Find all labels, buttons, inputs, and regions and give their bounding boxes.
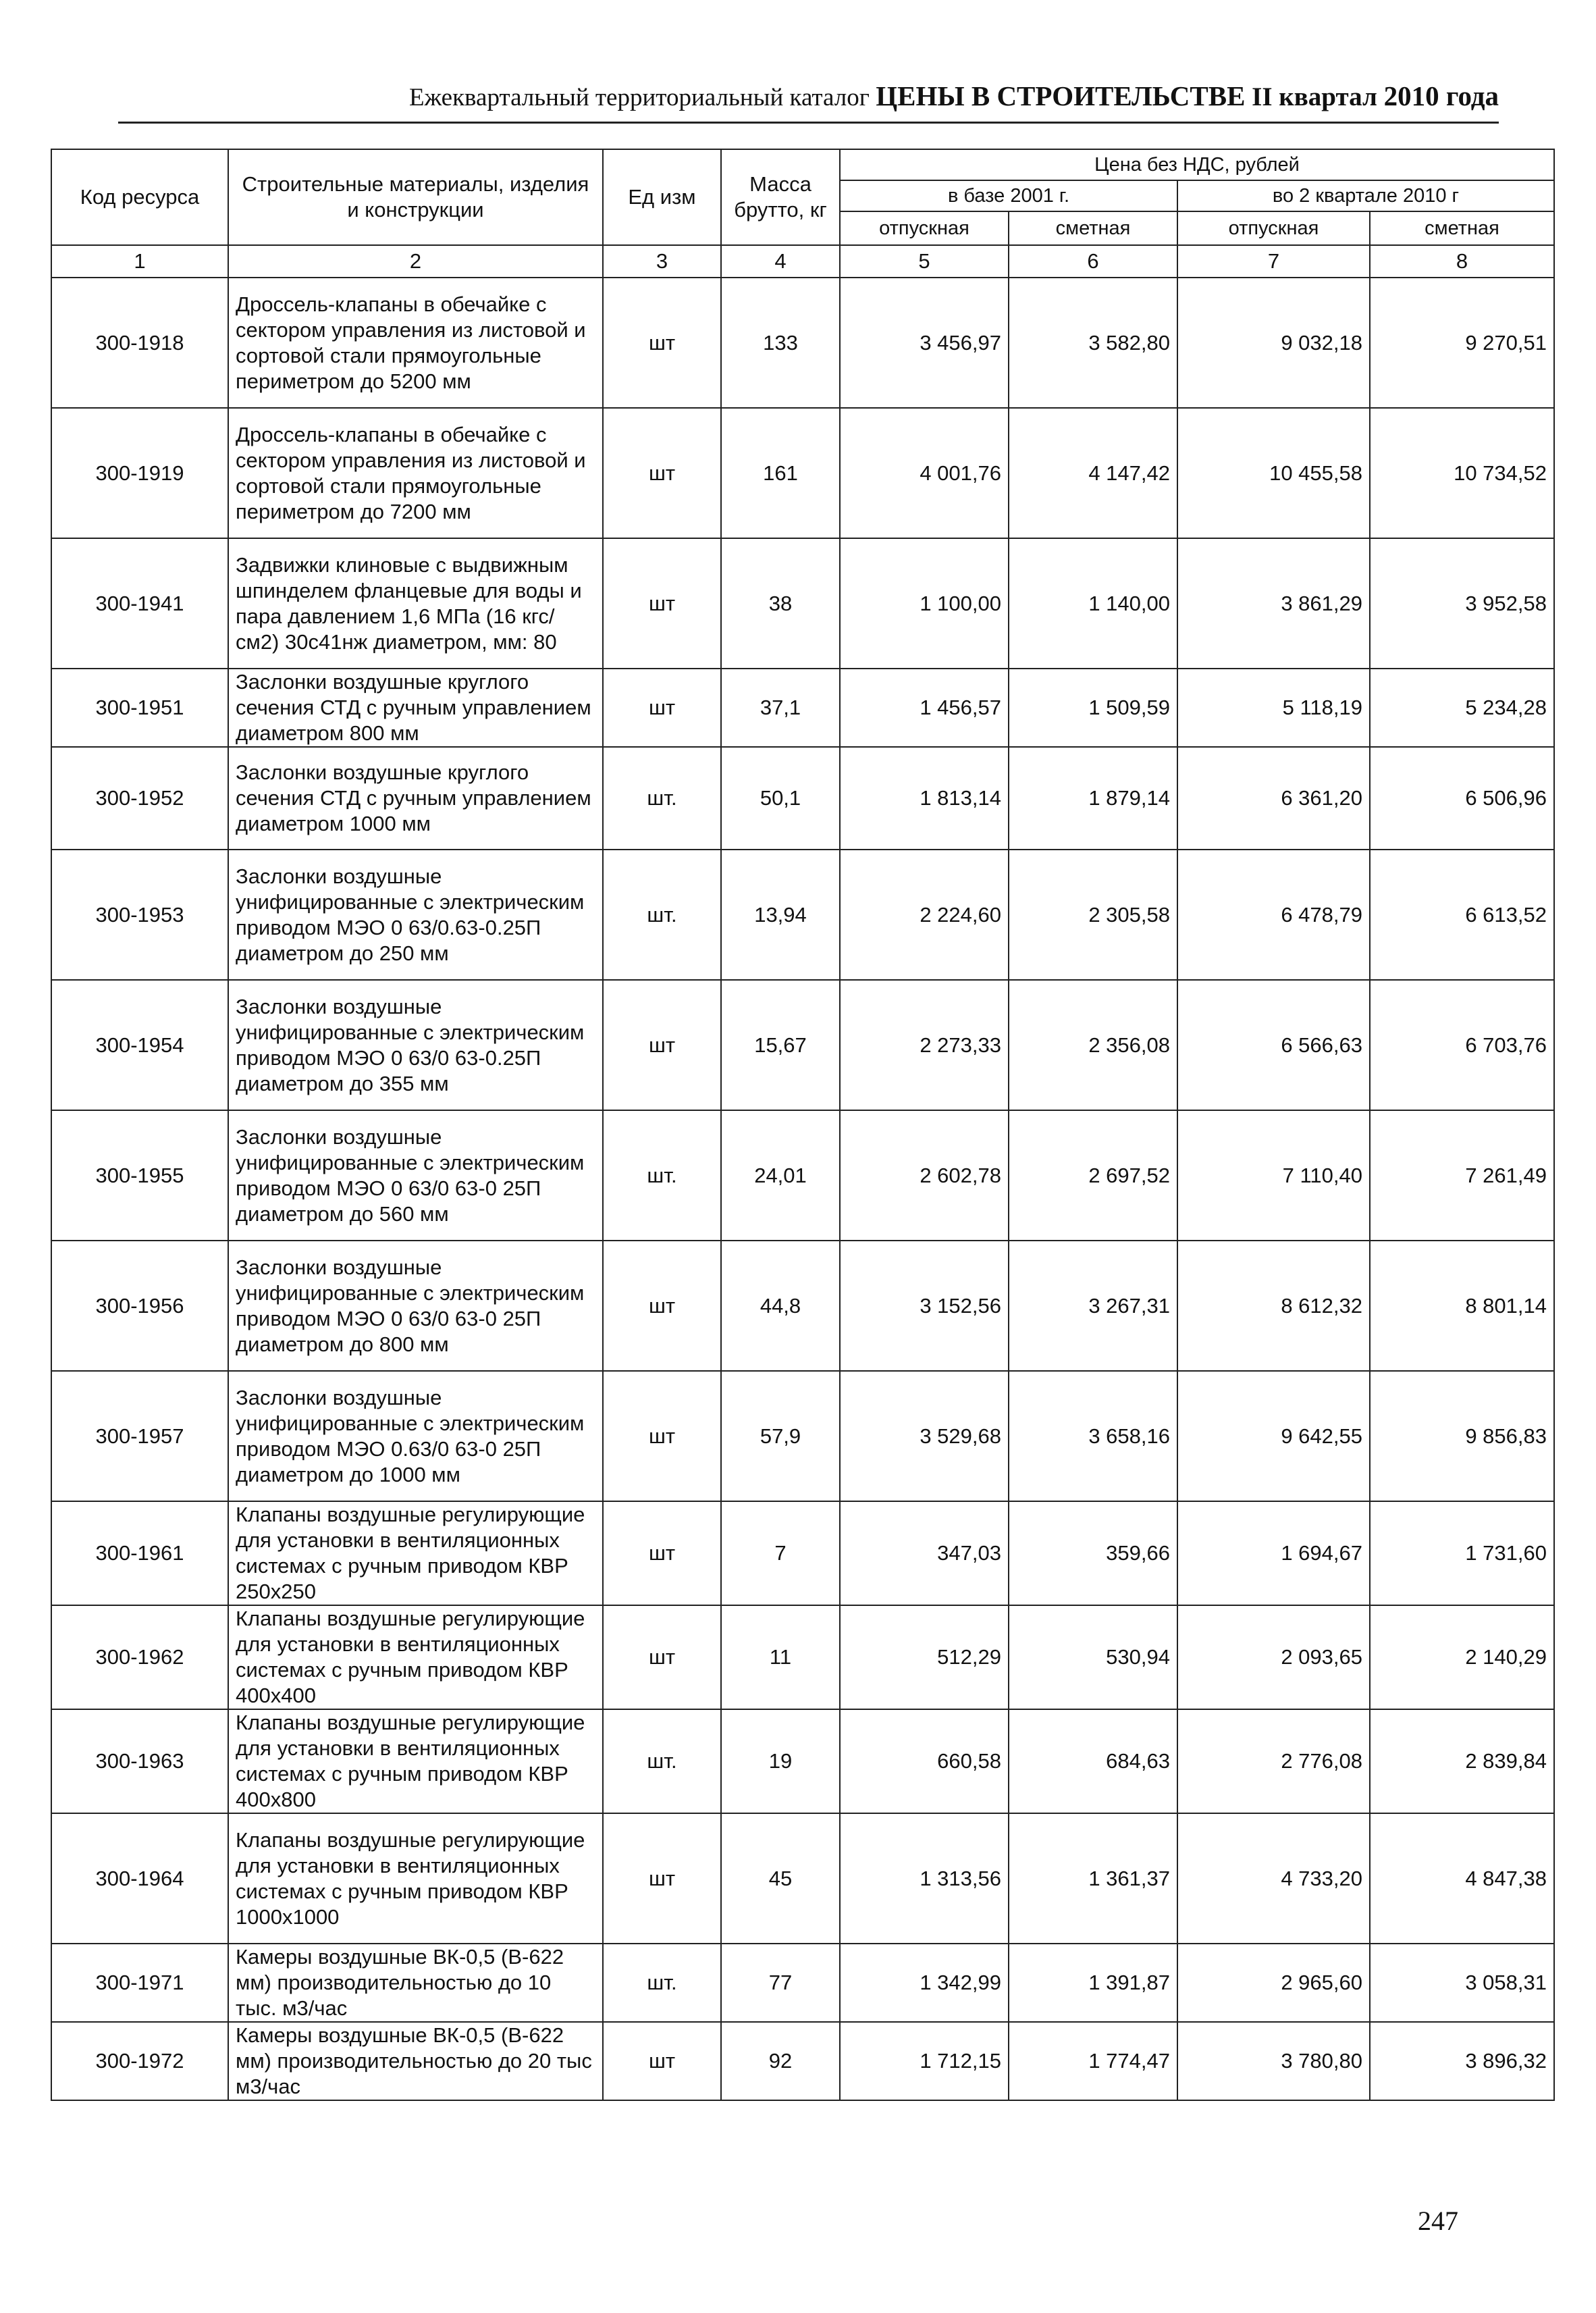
unit-cell: шт [603, 669, 721, 747]
mass-cell: 24,01 [721, 1110, 840, 1241]
price-2010-estimate-cell: 3 952,58 [1370, 538, 1554, 669]
price-2010-wholesale-cell: 5 118,19 [1177, 669, 1370, 747]
price-2001-estimate-cell: 3 267,31 [1009, 1241, 1177, 1371]
material-name-cell: Заслонки воздушные унифицированные с электрическим приводом МЭО 0 63/0 63-0 25П диаметром до 800 мм [228, 1241, 603, 1371]
header-wholesale-2010: отпускная [1177, 211, 1370, 245]
price-2001-estimate-cell: 1 391,87 [1009, 1944, 1177, 2022]
mass-cell: 19 [721, 1709, 840, 1813]
price-2010-wholesale-cell: 1 694,67 [1177, 1501, 1370, 1605]
price-2001-wholesale-cell: 2 273,33 [840, 980, 1009, 1110]
material-name-cell: Камеры воздушные ВК-0,5 (В-622 мм) производительностью до 20 тыс м3/час [228, 2022, 603, 2100]
header-base-2001: в базе 2001 г. [840, 180, 1177, 211]
price-2001-estimate-cell: 2 697,52 [1009, 1110, 1177, 1241]
price-2010-wholesale-cell: 9 642,55 [1177, 1371, 1370, 1501]
material-name-cell: Клапаны воздушные регулирующие для установки в вентиляционных системах с ручным приводом КВР 400х400 [228, 1605, 603, 1709]
price-2010-estimate-cell: 8 801,14 [1370, 1241, 1554, 1371]
price-2001-wholesale-cell: 4 001,76 [840, 408, 1009, 538]
table-row [51, 1501, 1554, 1605]
price-2001-wholesale-cell: 2 224,60 [840, 850, 1009, 980]
resource-code-cell: 300-1953 [51, 850, 228, 980]
price-2010-wholesale-cell: 6 566,63 [1177, 980, 1370, 1110]
column-number: 7 [1177, 245, 1370, 278]
table-row [51, 1241, 1554, 1371]
price-2010-estimate-cell: 5 234,28 [1370, 669, 1554, 747]
unit-cell: шт [603, 1813, 721, 1944]
table-row [51, 408, 1554, 538]
mass-cell: 37,1 [721, 669, 840, 747]
resource-code-cell: 300-1961 [51, 1501, 228, 1605]
price-2010-estimate-cell: 7 261,49 [1370, 1110, 1554, 1241]
mass-cell: 92 [721, 2022, 840, 2100]
price-2001-estimate-cell: 1 774,47 [1009, 2022, 1177, 2100]
header-name: Строительные материалы, изделия и конструкции [228, 149, 603, 245]
price-2010-estimate-cell: 10 734,52 [1370, 408, 1554, 538]
price-2010-estimate-cell: 6 506,96 [1370, 747, 1554, 850]
material-name-cell: Задвижки клиновые с выдвижным шпинделем фланцевые для воды и пара давлением 1,6 МПа (16 кгс/см2) 30с41нж диаметром, мм: 80 [228, 538, 603, 669]
price-2001-wholesale-cell: 3 456,97 [840, 278, 1009, 408]
mass-cell: 11 [721, 1605, 840, 1709]
material-name-cell: Заслонки воздушные унифицированные с электрическим приводом МЭО 0 63/0.63-0.25П диаметром до 250 мм [228, 850, 603, 980]
price-2010-estimate-cell: 2 839,84 [1370, 1709, 1554, 1813]
price-2001-estimate-cell: 3 658,16 [1009, 1371, 1177, 1501]
header-estimate-2010: сметная [1370, 211, 1554, 245]
price-2001-wholesale-cell: 1 712,15 [840, 2022, 1009, 2100]
price-2001-estimate-cell: 530,94 [1009, 1605, 1177, 1709]
material-name-cell: Камеры воздушные ВК-0,5 (В-622 мм) производительностью до 10 тыс. м3/час [228, 1944, 603, 2022]
price-2010-wholesale-cell: 2 776,08 [1177, 1709, 1370, 1813]
material-name-cell: Дроссель-клапаны в обечайке с сектором управления из листовой и сортовой стали прямоугольные периметром до 5200 мм [228, 278, 603, 408]
mass-cell: 161 [721, 408, 840, 538]
mass-cell: 77 [721, 1944, 840, 2022]
table-row [51, 669, 1554, 747]
resource-code-cell: 300-1952 [51, 747, 228, 850]
resource-code-cell: 300-1957 [51, 1371, 228, 1501]
resource-code-cell: 300-1972 [51, 2022, 228, 2100]
price-2010-estimate-cell: 1 731,60 [1370, 1501, 1554, 1605]
mass-cell: 133 [721, 278, 840, 408]
price-2010-wholesale-cell: 9 032,18 [1177, 278, 1370, 408]
header-unit: Ед изм [603, 149, 721, 245]
table-row [51, 1110, 1554, 1241]
column-number: 2 [228, 245, 603, 278]
table-row [51, 278, 1554, 408]
unit-cell: шт. [603, 1709, 721, 1813]
price-2001-wholesale-cell: 3 529,68 [840, 1371, 1009, 1501]
material-name-cell: Клапаны воздушные регулирующие для установки в вентиляционных системах с ручным приводом КВР 400х800 [228, 1709, 603, 1813]
price-2001-estimate-cell: 684,63 [1009, 1709, 1177, 1813]
resource-code-cell: 300-1971 [51, 1944, 228, 2022]
price-2010-wholesale-cell: 4 733,20 [1177, 1813, 1370, 1944]
table-row [51, 1944, 1554, 2022]
price-2001-wholesale-cell: 1 456,57 [840, 669, 1009, 747]
resource-code-cell: 300-1954 [51, 980, 228, 1110]
header-year: 2010 года [1383, 80, 1499, 111]
price-2001-estimate-cell: 3 582,80 [1009, 278, 1177, 408]
unit-cell: шт. [603, 1944, 721, 2022]
material-name-cell: Дроссель-клапаны в обечайке с сектором управления из листовой и сортовой стали прямоугольные периметром до 7200 мм [228, 408, 603, 538]
price-2001-wholesale-cell: 660,58 [840, 1709, 1009, 1813]
price-2010-wholesale-cell: 2 093,65 [1177, 1605, 1370, 1709]
table-row [51, 538, 1554, 669]
price-2001-estimate-cell: 1 140,00 [1009, 538, 1177, 669]
price-2010-estimate-cell: 6 703,76 [1370, 980, 1554, 1110]
price-2001-estimate-cell: 1 509,59 [1009, 669, 1177, 747]
header-q2-2010: во 2 квартале 2010 г [1177, 180, 1554, 211]
table-row [51, 1709, 1554, 1813]
header-code: Код ресурса [51, 149, 228, 245]
unit-cell: шт [603, 980, 721, 1110]
material-name-cell: Заслонки воздушные унифицированные с электрическим приводом МЭО 0 63/0 63-0 25П диаметром до 560 мм [228, 1110, 603, 1241]
unit-cell: шт [603, 1501, 721, 1605]
mass-cell: 38 [721, 538, 840, 669]
price-2010-estimate-cell: 2 140,29 [1370, 1605, 1554, 1709]
mass-cell: 57,9 [721, 1371, 840, 1501]
resource-code-cell: 300-1964 [51, 1813, 228, 1944]
price-2010-wholesale-cell: 8 612,32 [1177, 1241, 1370, 1371]
header-catalog-title: ЦЕНЫ В СТРОИТЕЛЬСТВЕ [876, 80, 1246, 111]
table-row [51, 980, 1554, 1110]
price-2010-wholesale-cell: 3 861,29 [1177, 538, 1370, 669]
price-2001-wholesale-cell: 1 100,00 [840, 538, 1009, 669]
material-name-cell: Заслонки воздушные круглого сечения СТД с ручным управлением диаметром 800 мм [228, 669, 603, 747]
header-wholesale-2001: отпускная [840, 211, 1009, 245]
unit-cell: шт. [603, 1110, 721, 1241]
mass-cell: 45 [721, 1813, 840, 1944]
header-quarter: II квартал [1245, 82, 1384, 111]
price-2001-estimate-cell: 2 356,08 [1009, 980, 1177, 1110]
table-row [51, 747, 1554, 850]
unit-cell: шт [603, 408, 721, 538]
price-2010-estimate-cell: 4 847,38 [1370, 1813, 1554, 1944]
unit-cell: шт [603, 538, 721, 669]
column-number: 4 [721, 245, 840, 278]
material-name-cell: Клапаны воздушные регулирующие для установки в вентиляционных системах с ручным приводом КВР 1000х1000 [228, 1813, 603, 1944]
price-2010-estimate-cell: 9 856,83 [1370, 1371, 1554, 1501]
price-2010-estimate-cell: 6 613,52 [1370, 850, 1554, 980]
column-number: 6 [1009, 245, 1177, 278]
price-2001-wholesale-cell: 1 313,56 [840, 1813, 1009, 1944]
column-number: 5 [840, 245, 1009, 278]
unit-cell: шт [603, 1605, 721, 1709]
table-row [51, 1371, 1554, 1501]
price-2001-estimate-cell: 2 305,58 [1009, 850, 1177, 980]
price-2010-wholesale-cell: 7 110,40 [1177, 1110, 1370, 1241]
material-name-cell: Заслонки воздушные унифицированные с электрическим приводом МЭО 0 63/0 63-0.25П диаметром до 355 мм [228, 980, 603, 1110]
header-estimate-2001: сметная [1009, 211, 1177, 245]
price-2010-wholesale-cell: 10 455,58 [1177, 408, 1370, 538]
price-2001-estimate-cell: 359,66 [1009, 1501, 1177, 1605]
mass-cell: 50,1 [721, 747, 840, 850]
price-2010-wholesale-cell: 6 361,20 [1177, 747, 1370, 850]
resource-code-cell: 300-1918 [51, 278, 228, 408]
price-2001-estimate-cell: 4 147,42 [1009, 408, 1177, 538]
price-2010-wholesale-cell: 2 965,60 [1177, 1944, 1370, 2022]
price-2001-estimate-cell: 1 879,14 [1009, 747, 1177, 850]
price-2010-wholesale-cell: 3 780,80 [1177, 2022, 1370, 2100]
material-name-cell: Заслонки воздушные круглого сечения СТД с ручным управлением диаметром 1000 мм [228, 747, 603, 850]
running-header [118, 80, 1499, 124]
header-mass: Масса брутто, кг [721, 149, 840, 245]
table-row [51, 1813, 1554, 1944]
table-row [51, 850, 1554, 980]
material-name-cell: Клапаны воздушные регулирующие для установки в вентиляционных системах с ручным приводом КВР 250х250 [228, 1501, 603, 1605]
page-number: 247 [1418, 2206, 1458, 2236]
resource-code-cell: 300-1955 [51, 1110, 228, 1241]
unit-cell: шт [603, 2022, 721, 2100]
price-2001-wholesale-cell: 3 152,56 [840, 1241, 1009, 1371]
header-price: Цена без НДС, рублей [840, 149, 1554, 180]
mass-cell: 44,8 [721, 1241, 840, 1371]
resource-code-cell: 300-1941 [51, 538, 228, 669]
unit-cell: шт. [603, 850, 721, 980]
unit-cell: шт. [603, 747, 721, 850]
price-2010-estimate-cell: 3 896,32 [1370, 2022, 1554, 2100]
table-row [51, 2022, 1554, 2100]
column-number: 1 [51, 245, 228, 278]
column-number: 3 [603, 245, 721, 278]
material-name-cell: Заслонки воздушные унифицированные с электрическим приводом МЭО 0.63/0 63-0 25П диаметром до 1000 мм [228, 1371, 603, 1501]
price-2001-wholesale-cell: 1 342,99 [840, 1944, 1009, 2022]
resource-code-cell: 300-1963 [51, 1709, 228, 1813]
resource-code-cell: 300-1919 [51, 408, 228, 538]
mass-cell: 7 [721, 1501, 840, 1605]
table-row [51, 1605, 1554, 1709]
unit-cell: шт [603, 1241, 721, 1371]
column-number: 8 [1370, 245, 1554, 278]
column-number-row [51, 245, 1554, 278]
resource-code-cell: 300-1951 [51, 669, 228, 747]
price-2001-wholesale-cell: 2 602,78 [840, 1110, 1009, 1241]
header-catalog-text: Ежеквартальный территориальный каталог [408, 84, 876, 111]
mass-cell: 15,67 [721, 980, 840, 1110]
unit-cell: шт [603, 1371, 721, 1501]
price-2001-wholesale-cell: 347,03 [840, 1501, 1009, 1605]
price-2010-wholesale-cell: 6 478,79 [1177, 850, 1370, 980]
price-2001-wholesale-cell: 512,29 [840, 1605, 1009, 1709]
price-table [51, 149, 1555, 2101]
price-2010-estimate-cell: 9 270,51 [1370, 278, 1554, 408]
resource-code-cell: 300-1962 [51, 1605, 228, 1709]
mass-cell: 13,94 [721, 850, 840, 980]
price-2010-estimate-cell: 3 058,31 [1370, 1944, 1554, 2022]
unit-cell: шт [603, 278, 721, 408]
price-2001-wholesale-cell: 1 813,14 [840, 747, 1009, 850]
price-2001-estimate-cell: 1 361,37 [1009, 1813, 1177, 1944]
resource-code-cell: 300-1956 [51, 1241, 228, 1371]
